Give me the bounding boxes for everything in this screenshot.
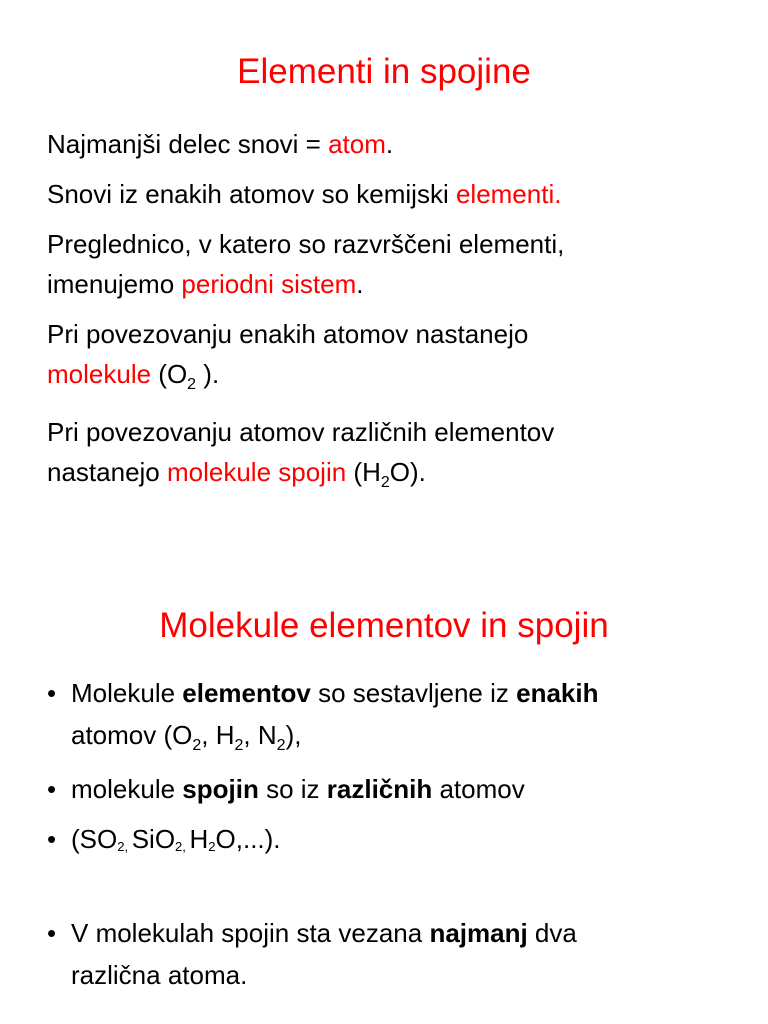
- bullet-icon: •: [47, 824, 57, 854]
- highlight-atom: atom: [328, 129, 386, 159]
- highlight-molecules: molekule: [47, 359, 152, 389]
- paragraph-elements: Snovi iz enakih atomov so kemijski elementi.: [47, 179, 562, 209]
- section-title-2: Molekule elementov in spojin: [159, 606, 609, 645]
- highlight-elements: elementi.: [455, 179, 562, 209]
- paragraph-compounds: Pri povezovanju atomov različnih elementov nastanejo molekule spojin $(H_2O)$.: [47, 417, 555, 491]
- paragraph-atom: Najmanjši delec snovi = atom.: [47, 129, 394, 159]
- paragraph-periodic-table: Preglednico, v katero so razvrščeni elementi, imenujemo periodni sistem.: [47, 229, 565, 299]
- bullet-icon: •: [47, 678, 57, 708]
- highlight-periodic-system: periodni sistem: [181, 269, 357, 299]
- bullet-icon: •: [47, 774, 57, 804]
- bullet-icon: •: [47, 918, 57, 948]
- paragraph-molecules: Pri povezovanju enakih atomov nastanejo molekule ($O_2$ ).: [47, 319, 529, 393]
- section-title: Elementi in spojine: [237, 52, 531, 91]
- highlight-compound-molecules: molekule spojin: [166, 457, 347, 487]
